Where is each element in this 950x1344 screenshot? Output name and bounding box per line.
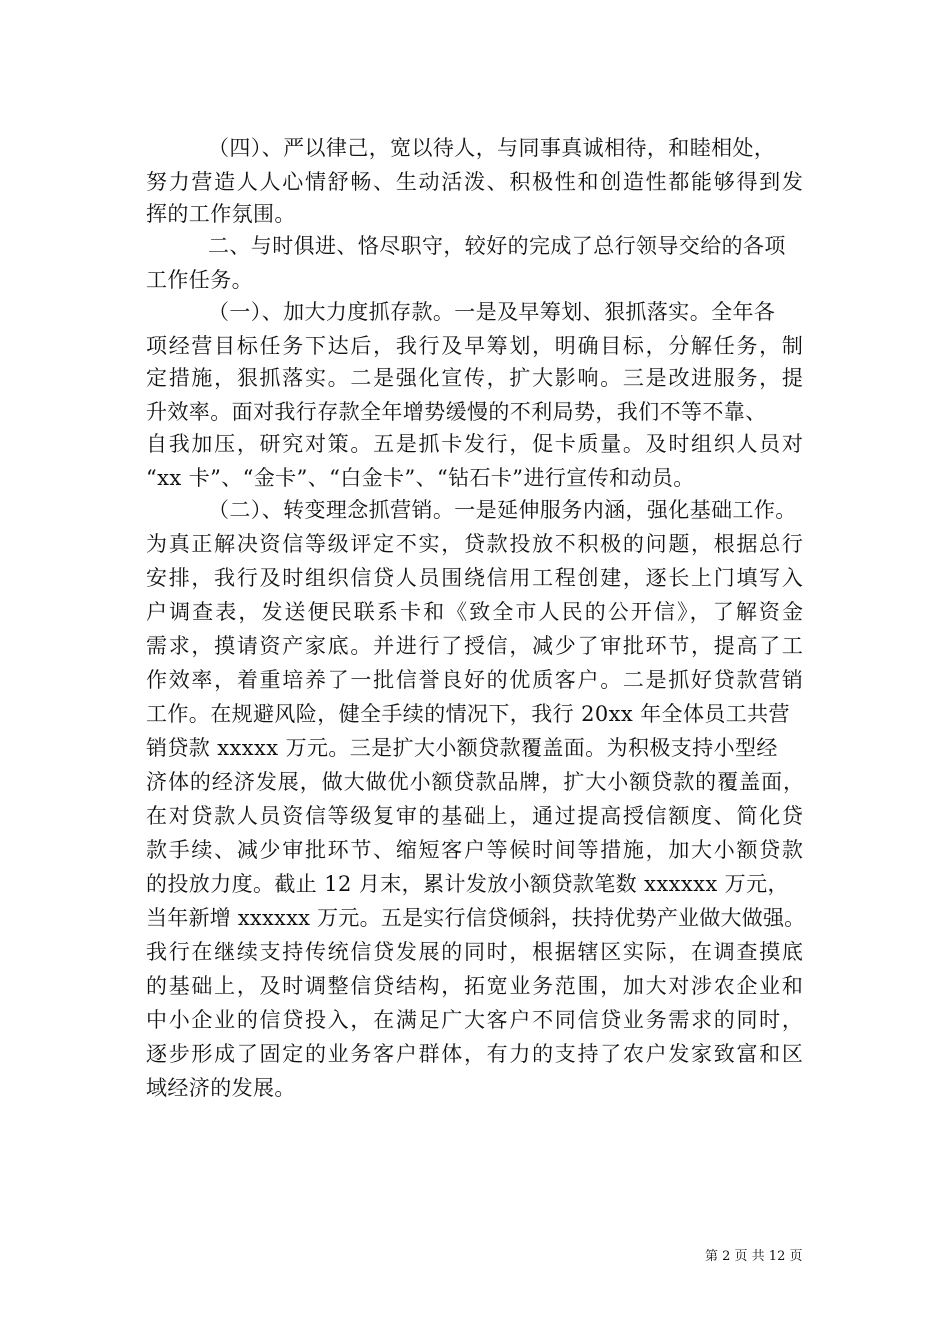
text-line: 我行在继续支持传统信贷发展的同时，根据辖区实际，在调查摸底 [146,940,805,964]
text-line: 济体的经济发展，做大做优小额贷款品牌，扩大小额贷款的覆盖面， [146,770,805,794]
text-line: （四）、严以律己，宽以待人，与同事真诚相待，和睦相处， [208,136,776,160]
text-line: 逐步形成了固定的业务客户群体，有力的支持了农户发家致富和区 [146,1042,805,1066]
text-line: 销贷款 xxxxx 万元。三是扩大小额贷款覆盖面。为积极支持小型经 [146,736,778,760]
text-line: 挥的工作氛围。 [146,202,296,226]
text-line: 的基础上，及时调整信贷结构，拓宽业务范围，加大对涉农企业和 [146,974,805,998]
text-line: 定措施，狠抓落实。二是强化宣传，扩大影响。三是改进服务，提 [146,366,805,390]
text-line: （一）、加大力度抓存款。一是及早筹划、狠抓落实。全年各 [208,300,776,324]
text-line: 工作。在规避风险，健全手续的情况下，我行 20xx 年全体员工共营 [146,702,790,726]
text-line: （二）、转变理念抓营销。一是延伸服务内涵，强化基础工作。 [208,498,797,522]
text-line: 款手续、减少审批环节、缩短客户等候时间等措施，加大小额贷款 [146,838,805,862]
text-line: 作效率，着重培养了一批信誉良好的优质客户。二是抓好贷款营销 [146,668,805,692]
text-line: 为真正解决资信等级评定不实，贷款投放不积极的问题，根据总行 [146,532,805,556]
text-line: 户调查表，发送便民联系卡和《致全市人民的公开信》，了解资金 [146,600,806,624]
text-line: 的投放力度。截止 12 月末，累计发放小额贷款笔数 xxxxxx 万元， [146,872,789,896]
text-line: 当年新增 xxxxxx 万元。五是实行信贷倾斜，扶持优势产业做大做强。 [146,906,806,930]
text-line: 升效率。面对我行存款全年增势缓慢的不利局势，我们不等不靠、 [146,400,767,424]
text-line: 中小企业的信贷投入，在满足广大客户不同信贷业务需求的同时， [146,1008,805,1032]
text-line: 工作任务。 [146,268,253,292]
text-line: 在对贷款人员资信等级复审的基础上，通过提高授信额度、简化贷 [146,804,805,828]
text-line: “xx 卡”、“金卡”、“白金卡”、“钻石卡”进行宣传和动员。 [146,466,695,490]
text-line: 自我加压，研究对策。五是抓卡发行，促卡质量。及时组织人员对 [146,432,805,456]
text-line: 努力营造人人心情舒畅、生动活泼、积极性和创造性都能够得到发 [146,170,805,194]
text-line: 域经济的发展。 [146,1076,296,1100]
text-line: 需求，摸请资产家底。并进行了授信，减少了审批环节，提高了工 [146,634,805,658]
text-line: 项经营目标任务下达后，我行及早筹划，明确目标，分解任务，制 [146,334,805,358]
text-line: 安排，我行及时组织信贷人员围绕信用工程创建，逐长上门填写入 [146,566,805,590]
page-footer: 第 2 页 共 12 页 [705,1249,803,1264]
text-line: 二、与时俱进、恪尽职守，较好的完成了总行领导交给的各项 [208,234,786,258]
